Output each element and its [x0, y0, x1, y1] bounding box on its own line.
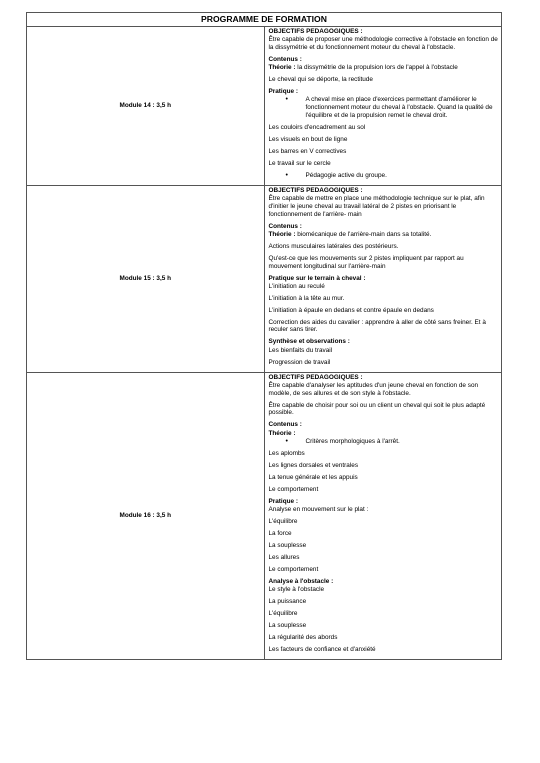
module-row: [27, 27, 502, 186]
section-heading: OBJECTIFS PEDAGOGIQUES :: [268, 28, 363, 35]
program-table: [26, 12, 502, 660]
section-heading: Contenus :: [268, 222, 302, 230]
section-heading: Pratique :: [268, 497, 298, 505]
section-heading: Pratique sur le terrain à cheval :: [268, 274, 366, 282]
line-heading: Théorie :: [268, 64, 296, 72]
bullet-text: Critères morphologiques à l'arrêt.: [305, 437, 400, 445]
content-line: L'initiation à épaule en dedans et contre épaule en dedans: [268, 306, 434, 314]
content-line: Les facteurs de confiance et d'anxiété: [268, 645, 376, 653]
content-line: L'équilibre: [268, 609, 298, 617]
section-heading: OBJECTIFS PEDAGOGIQUES :: [268, 186, 363, 194]
module-content: [264, 185, 502, 372]
module-label: Module 15 : 3,5 h: [27, 185, 265, 372]
content-line: Être capable de proposer une méthodologie corrective à l'obstacle en fonction de la dissymétrie et du fonctionnement moteur du cheval à l'obstacle.: [268, 36, 498, 51]
content-line: Les allures: [268, 553, 300, 561]
section-heading: Contenus :: [268, 421, 302, 429]
content-line: Le style à l'obstacle: [268, 585, 325, 593]
content-line: L'initiation à la tête au mur.: [268, 294, 345, 302]
content-line: [269, 64, 499, 72]
content-line: L'initiation au reculé: [268, 282, 325, 290]
content-line: Analyse en mouvement sur le plat :: [268, 505, 369, 513]
bullet-text: A cheval mise en place d'exercices permettant d'améliorer le fonctionnement moteur du cheval à l'obstacle. Quand la qualité de l'équilibre et de la propulsion remet le cheval droit.: [305, 96, 493, 119]
training-program-document: [26, 12, 502, 660]
module-label: Module 14 : 3,5 h: [27, 27, 265, 186]
content-line: Progression de travail: [268, 358, 331, 366]
section-heading: Contenus :: [268, 55, 302, 63]
section-heading: Analyse à l'obstacle :: [268, 577, 334, 585]
content-line: La force: [268, 529, 292, 537]
section-heading: OBJECTIFS PEDAGOGIQUES :: [268, 373, 363, 381]
content-line: La tenue générale et les appuis: [268, 473, 358, 481]
line-text: la dissymétrie de la propulsion lors de l'appel à l'obstacle: [295, 64, 458, 72]
bullet-item: [269, 172, 499, 180]
content-line: Être capable de mettre en place une méthodologie technique sur le plat, afin d'initier le jeune cheval au travail latéral de 2 pistes en priorisant le fonctionnement de l'arrière- main: [268, 195, 485, 218]
content-line: Être capable de choisir pour soi ou un client un cheval qui soit le plus adapté possible.: [268, 401, 486, 417]
module-content: [264, 372, 502, 659]
section-heading: Pratique :: [268, 88, 298, 96]
title-row: [27, 13, 502, 27]
section-heading: Théorie :: [268, 429, 296, 437]
module-row: [27, 185, 502, 372]
bullet-icon: •: [285, 171, 288, 179]
content-line: Le comportement: [268, 485, 319, 493]
content-line: Les bienfaits du travail: [268, 346, 333, 354]
content-line: [269, 231, 499, 239]
content-line: Les couloirs d'encadrement au sol: [268, 123, 366, 131]
bullet-icon: •: [285, 96, 288, 104]
module-content: [264, 27, 502, 186]
bullet-text: Pédagogie active du groupe.: [305, 171, 387, 179]
module-row: [27, 372, 502, 659]
content-line: La puissance: [268, 597, 307, 605]
content-line: Le travail sur le cercle: [268, 159, 331, 167]
content-line: La souplesse: [268, 541, 307, 549]
bullet-icon: •: [285, 437, 288, 445]
content-line: Qu'est-ce que les mouvements sur 2 pistes impliquent par rapport au mouvement longitudinal sur l'arrière-main: [268, 254, 464, 270]
content-line: Les aplombs: [268, 449, 305, 457]
content-line: Actions musculaires latérales des postérieurs.: [268, 242, 399, 250]
content-line: Le comportement: [268, 565, 319, 573]
module-label: Module 16 : 3,5 h: [27, 372, 265, 659]
content-line: Les visuels en bout de ligne: [268, 135, 348, 143]
table-title: PROGRAMME DE FORMATION: [27, 13, 502, 27]
bullet-item: [269, 438, 499, 446]
content-line: Correction des aides du cavalier : apprendre à aller de côté sans freiner. Et à reculer sans tirer.: [268, 318, 486, 334]
section-heading: Synthèse et observations :: [268, 338, 350, 346]
line-heading: Théorie :: [268, 230, 296, 238]
content-line: La régularité des abords: [268, 633, 338, 641]
content-line: La souplesse: [268, 621, 307, 629]
content-line: Être capable d'analyser les aptitudes d'un jeune cheval en fonction de son modèle, de ses allures et de son style à l'obstacle.: [268, 381, 479, 397]
content-line: L'équilibre: [268, 517, 298, 525]
content-line: Les lignes dorsales et ventrales: [268, 461, 359, 469]
bullet-item: [269, 96, 499, 119]
line-text: biomécanique de l'arrière-main dans sa totalité.: [295, 230, 432, 238]
content-line: Les barres en V correctives: [268, 147, 347, 155]
content-line: Le cheval qui se déporte, la rectitude: [268, 76, 373, 84]
